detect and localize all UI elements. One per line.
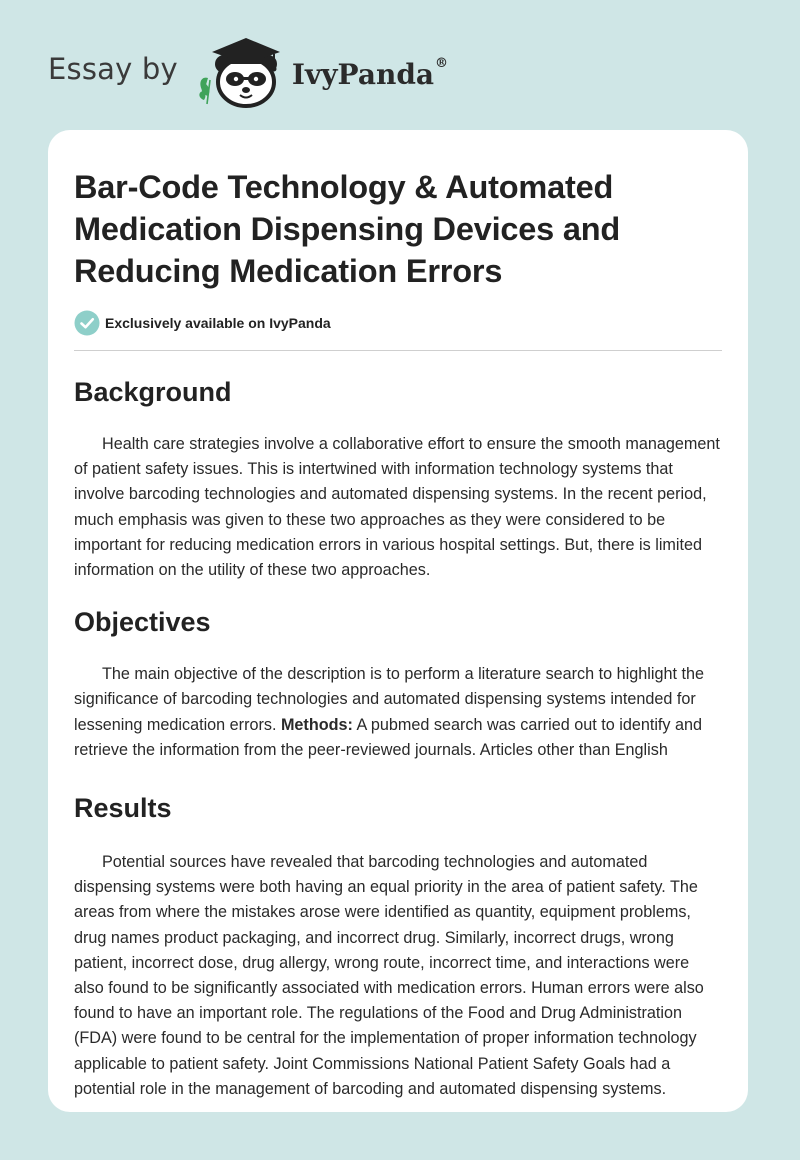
check-badge-icon (74, 310, 100, 336)
section-text-objectives (74, 662, 722, 763)
site-brand[interactable] (48, 34, 448, 110)
objectives-text-after: A pubmed search was carried out to identify and retrieve the information from the peer-reviewed journals. Articles other than English (74, 715, 703, 759)
objectives-text-before: The main objective of the description is to perform a literature search to highlight the significance of barcoding technologies and automated dispensing systems intended for lessening medication errors. (74, 665, 704, 734)
methods-label: Methods: (280, 715, 353, 734)
section-text-results: Potential sources have revealed that barcoding technologies and automated dispensing systems were both having an equal priority in the area of patient safety. The areas from where the mistakes arose were identified as quantity, equipment problems, drug names product packaging, and incorrect drug. Similarly, incorrect drugs, wrong patient, incorrect dose, drug allergy, wrong route, incorrect time, and interactions were also found to be significantly associated with medication errors. Human errors were also found to have an important role. The regulations of the Food and Drug Administration (FDA) were found to be central for the implementation of proper information technology applicable to patient safety. Joint Commissions National Patient Safety Goals had a potential role in the management of barcoding and automated dispensing systems. (74, 853, 704, 1098)
panda-graduate-icon (194, 34, 290, 110)
brand-prefix: Essay by (48, 52, 178, 86)
exclusive-label: Exclusively available on IvyPanda (105, 315, 331, 331)
article-title: Bar-Code Technology & Automated Medication Dispensing Devices and Reducing Medication Errors (74, 169, 621, 289)
section-heading-background: Background (74, 377, 232, 407)
section-text-background: Health care strategies involve a collaborative effort to ensure the smooth management of patient safety issues. This is intertwined with information technology systems that involve barcoding technologies and automated dispensing systems. In the recent period, much emphasis was given to these two approaches as they were considered to be important for reducing medication errors in various hospital settings. But, there is limited information on the utility of these two approaches. (74, 435, 720, 580)
section-background (74, 375, 722, 583)
exclusive-badge (74, 310, 722, 336)
article-card (48, 130, 748, 1112)
section-heading-objectives: Objectives (74, 607, 211, 638)
section-heading-results: Results (74, 793, 172, 824)
title-divider (74, 350, 722, 351)
section-objectives (74, 605, 722, 763)
section-results (74, 791, 722, 1102)
registered-mark: ® (435, 55, 449, 71)
brand-name: IvyPanda® (291, 55, 449, 91)
